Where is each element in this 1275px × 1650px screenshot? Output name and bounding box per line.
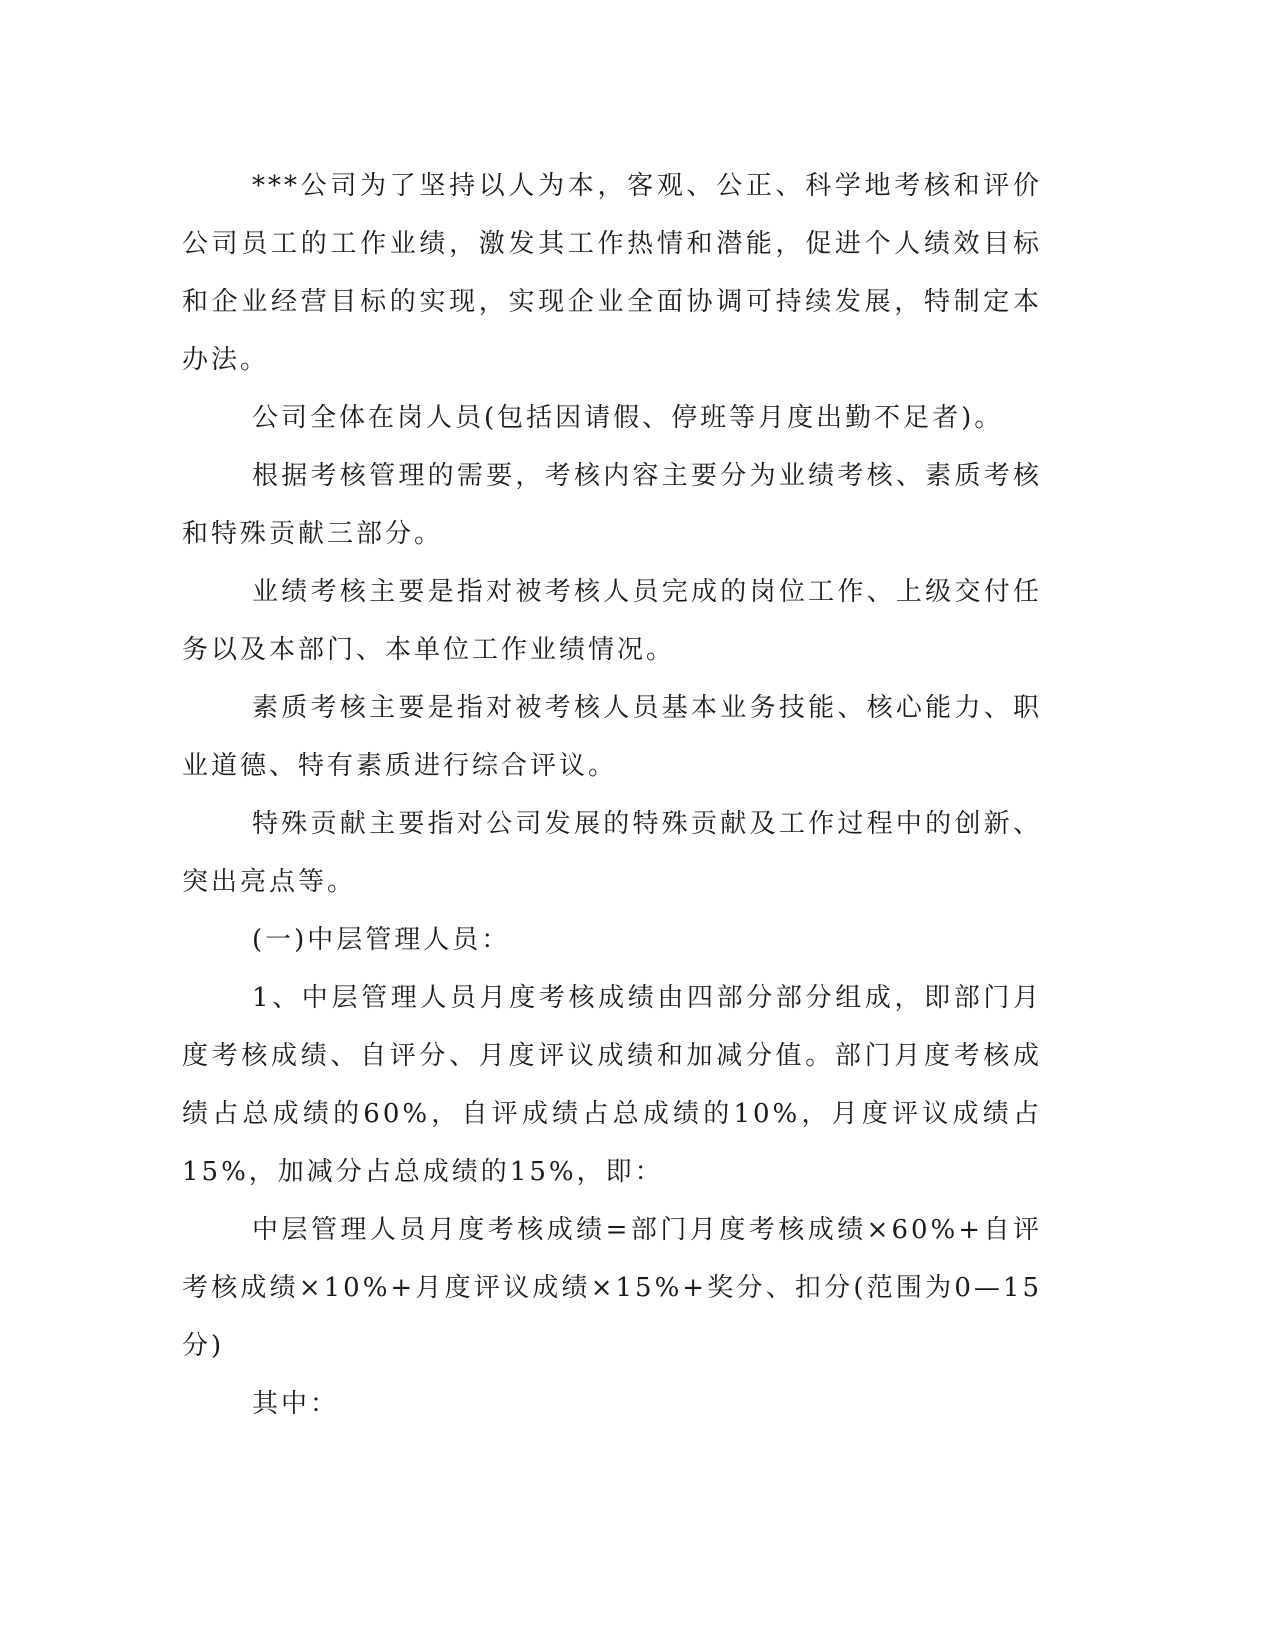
paragraph-special-contribution: 特殊贡献主要指对公司发展的特殊贡献及工作过程中的创新、突出亮点等。 bbox=[182, 809, 1042, 897]
paragraph-purpose: ***公司为了坚持以人为本，客观、公正、科学地考核和评价公司员工的工作业绩，激发其工作热情和潜能，促进个人绩效目标和企业经营目标的实现，实现企业全面协调可持续发展，特制定本办法。 bbox=[182, 171, 1042, 375]
paragraph-score-formula: 中层管理人员月度考核成绩=部门月度考核成绩×60%+自评考核成绩×10%+月度评议成绩×15%+奖分、扣分(范围为0—15分) bbox=[182, 1215, 1042, 1361]
section-heading-middle-managers: (一)中层管理人员： bbox=[252, 925, 511, 955]
paragraph-quality-review: 素质考核主要是指对被考核人员基本业务技能、核心能力、职业道德、特有素质进行综合评议。 bbox=[182, 693, 1042, 781]
document-body bbox=[182, 157, 1042, 1433]
paragraph-scope: 公司全体在岗人员(包括因请假、停班等月度出勤不足者)。 bbox=[252, 403, 1004, 433]
paragraph-score-composition: 1、中层管理人员月度考核成绩由四部分部分组成，即部门月度考核成绩、自评分、月度评议成绩和加减分值。部门月度考核成绩占总成绩的60%，自评成绩占总成绩的10%，月度评议成绩占15%，加减分占总成绩的15%，即： bbox=[182, 983, 1042, 1187]
paragraph-content-overview: 根据考核管理的需要，考核内容主要分为业绩考核、素质考核和特殊贡献三部分。 bbox=[182, 461, 1042, 549]
paragraph-among-which: 其中： bbox=[252, 1389, 340, 1419]
paragraph-performance-review: 业绩考核主要是指对被考核人员完成的岗位工作、上级交付任务以及本部门、本单位工作业绩情况。 bbox=[182, 577, 1042, 665]
